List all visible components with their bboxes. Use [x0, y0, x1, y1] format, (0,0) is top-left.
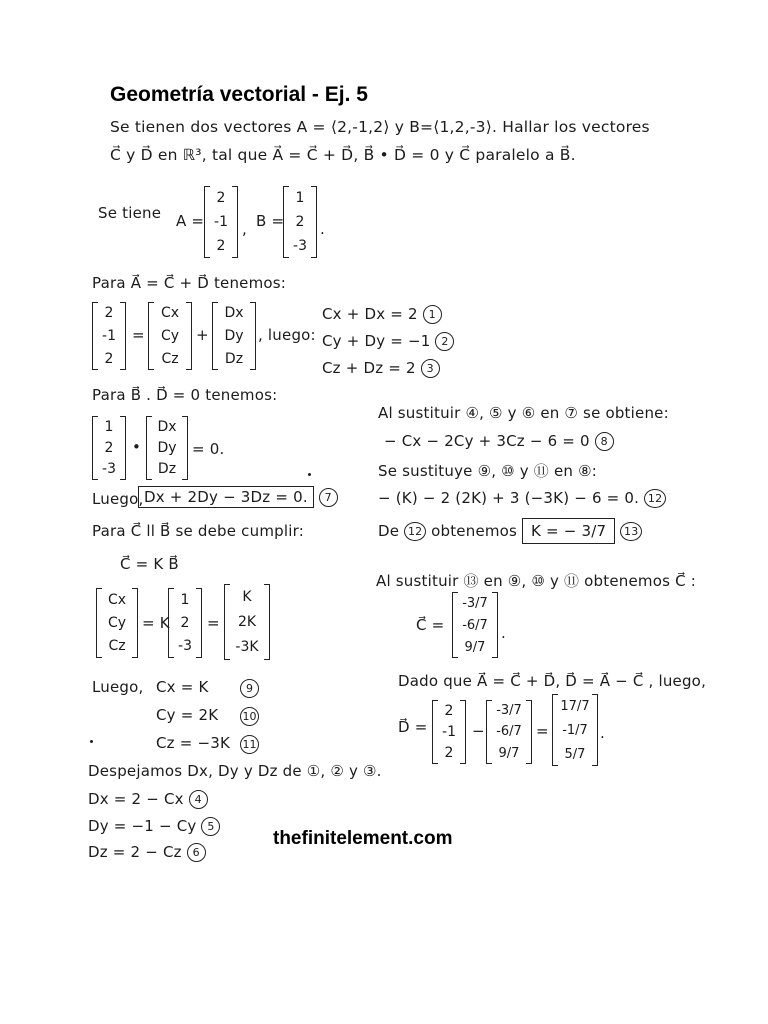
equation-number: 10 [240, 706, 259, 726]
c-label: C⃗ = [416, 616, 445, 634]
matrix-cell: -3 [293, 238, 307, 254]
c-equals-kb: C⃗ = K B⃗ [120, 555, 179, 573]
matrix-cell: -3/7 [496, 703, 522, 719]
equation-9: Cx = K [156, 678, 209, 696]
despejamos-text: Despejamos Dx, Dy y Dz de ①, ② y ③. [88, 762, 382, 780]
luego-3: Luego, [92, 678, 144, 696]
equation-5: Dy = −1 − Cy 5 [88, 817, 220, 836]
matrix-cell: Cz [161, 350, 179, 367]
equation-8: − Cx − 2Cy + 3Cz − 6 = 0 8 [384, 432, 614, 451]
equation-12: − (K) − 2 (2K) + 3 (−3K) − 6 = 0. 12 [378, 489, 666, 508]
equation-6: Dz = 2 − Cz 6 [88, 843, 206, 862]
vector-a-2 [432, 700, 466, 764]
matrix-cell: Dy [157, 439, 177, 456]
equals-zero: = 0. [192, 440, 225, 458]
matrix-cell: Cz [108, 638, 126, 655]
vector-c [148, 302, 192, 370]
matrix-cell: 2 [104, 350, 114, 367]
matrix-cell: 1 [180, 591, 190, 608]
equation-11: Cz = −3K [156, 734, 230, 752]
vector-a [92, 302, 126, 370]
matrix-cell: 2 [444, 745, 454, 762]
se-sustituye: Se sustituye ⑨, ⑩ y ⑪ en ⑧: [378, 462, 597, 480]
matrix-cell: Dy [224, 327, 244, 344]
equation-number: 9 [240, 678, 259, 698]
matrix-cell: 2 [295, 214, 305, 230]
period: . [600, 724, 605, 742]
equation-3: Cz + Dz = 2 3 [322, 359, 440, 378]
equation-number: 11 [240, 734, 259, 754]
equation-number: 1 [423, 305, 442, 324]
matrix-cell: -3K [235, 639, 259, 656]
para-2: Para B⃗ . D⃗ = 0 tenemos: [92, 386, 278, 404]
matrix-cell: 5/7 [564, 746, 586, 762]
equation-1: Cx + Dx = 2 1 [322, 305, 442, 324]
vector-c-2 [96, 588, 138, 658]
matrix-cell: 2K [237, 613, 257, 630]
matrix-cell: Dx [224, 305, 244, 322]
se-tiene-text: Se tiene [98, 204, 162, 222]
vector-c-result [452, 592, 498, 658]
matrix-cell: -3 [102, 461, 116, 478]
para-3: Para C⃗ ll B⃗ se debe cumplir: [92, 522, 304, 540]
matrix-cell: -1 [102, 327, 116, 344]
matrix-cell: Cy [107, 614, 127, 631]
vector-b [92, 416, 126, 480]
dot-operator: • [132, 438, 142, 456]
plus: + [196, 326, 209, 344]
vector-b-2 [168, 588, 202, 658]
equation-number: 2 [435, 332, 454, 351]
site-watermark: thefinitelement.com [273, 828, 453, 849]
equation-number: 5 [201, 817, 220, 836]
matrix-cell: -6/7 [496, 724, 522, 740]
matrix-cell: Cx [107, 591, 127, 608]
vector-d-result [552, 694, 598, 766]
vector-d-2 [146, 416, 188, 480]
equation-7: Dx + 2Dy − 3Dz = 0. 7 [138, 488, 338, 507]
equals-k: = K [142, 614, 170, 632]
matrix-cell: 2 [104, 439, 114, 456]
matrix-cell: Dz [224, 350, 244, 367]
page-title: Geometría vectorial - Ej. 5 [110, 83, 368, 106]
matrix-cell: Dz [157, 461, 177, 478]
al-sustituir-2: Al sustituir ⑬ en ⑨, ⑩ y ⑪ obtenemos C⃗ : [376, 572, 696, 590]
minus: − [472, 722, 485, 740]
equation-4: Dx = 2 − Cx 4 [88, 790, 208, 809]
de-text: De 12 obtenemos K = − 3/7 13 [378, 522, 642, 541]
comma: , [242, 220, 247, 238]
equation-number: 8 [595, 432, 614, 451]
matrix-cell: 17/7 [560, 698, 590, 714]
matrix-cell: -3/7 [462, 595, 488, 611]
matrix-cell: Dx [157, 418, 177, 435]
matrix-cell: Cy [160, 327, 180, 344]
equation-number: 13 [620, 522, 642, 541]
equation-2: Cy + Dy = −1 2 [322, 332, 454, 351]
matrix-cell: 2 [104, 305, 114, 322]
b-label: B = [256, 212, 285, 230]
equation-number: 12 [644, 489, 666, 508]
matrix-cell: -3 [178, 638, 192, 655]
matrix-cell: 9/7 [464, 639, 486, 655]
a-label: A = [176, 212, 205, 230]
matrix-cell: 2 [216, 238, 226, 254]
equation-number: 4 [189, 790, 208, 809]
matrix-cell: K [242, 588, 252, 605]
equation-number: 3 [421, 359, 440, 378]
equals: = [132, 326, 145, 344]
vector-k [224, 584, 270, 660]
equals: = [207, 614, 220, 632]
stray-dot [90, 740, 93, 743]
matrix-cell: -6/7 [462, 617, 488, 633]
matrix-cell: 9/7 [498, 745, 520, 761]
statement-line-2: C⃗ y D⃗ en ℝ³, tal que A⃗ = C⃗ + D⃗, B⃗ • D⃗ = 0 y C⃗ paralelo a B⃗. [110, 146, 576, 164]
matrix-cell: 2 [444, 702, 454, 719]
equation-number: 7 [319, 488, 338, 507]
d-label: D⃗ = [398, 718, 428, 736]
matrix-b [283, 186, 317, 258]
period: . [501, 624, 506, 642]
matrix-cell: 2 [180, 614, 190, 631]
dado-que: Dado que A⃗ = C⃗ + D⃗, D⃗ = A⃗ − C⃗ , luego, [398, 672, 707, 690]
luego-text: , luego: [258, 326, 316, 344]
matrix-cell: 1 [295, 190, 305, 206]
matrix-cell: -1 [214, 214, 228, 230]
equation-number: 6 [187, 843, 206, 862]
matrix-a [204, 186, 238, 258]
equals: = [536, 722, 549, 740]
matrix-cell: 2 [216, 190, 226, 206]
result-box: K = − 3/7 [522, 518, 615, 544]
equation-number: 12 [404, 522, 426, 541]
period: . [320, 220, 325, 238]
matrix-cell: 1 [104, 418, 114, 435]
matrix-cell: -1/7 [562, 722, 588, 738]
vector-c-3 [486, 700, 532, 764]
luego-2: Luego, [92, 490, 144, 508]
vector-d [212, 302, 256, 370]
al-sustituir-1: Al sustituir ④, ⑤ y ⑥ en ⑦ se obtiene: [378, 404, 669, 422]
stray-dot [308, 473, 311, 476]
statement-line-1: Se tienen dos vectores A = ⟨2,-1,2⟩ y B=⟨1,2,-3⟩. Hallar los vectores [110, 118, 650, 136]
equation-10: Cy = 2K [156, 706, 219, 724]
matrix-cell: -1 [442, 723, 456, 740]
matrix-cell: Cx [160, 305, 180, 322]
para-1: Para A⃗ = C⃗ + D⃗ tenemos: [92, 274, 287, 292]
